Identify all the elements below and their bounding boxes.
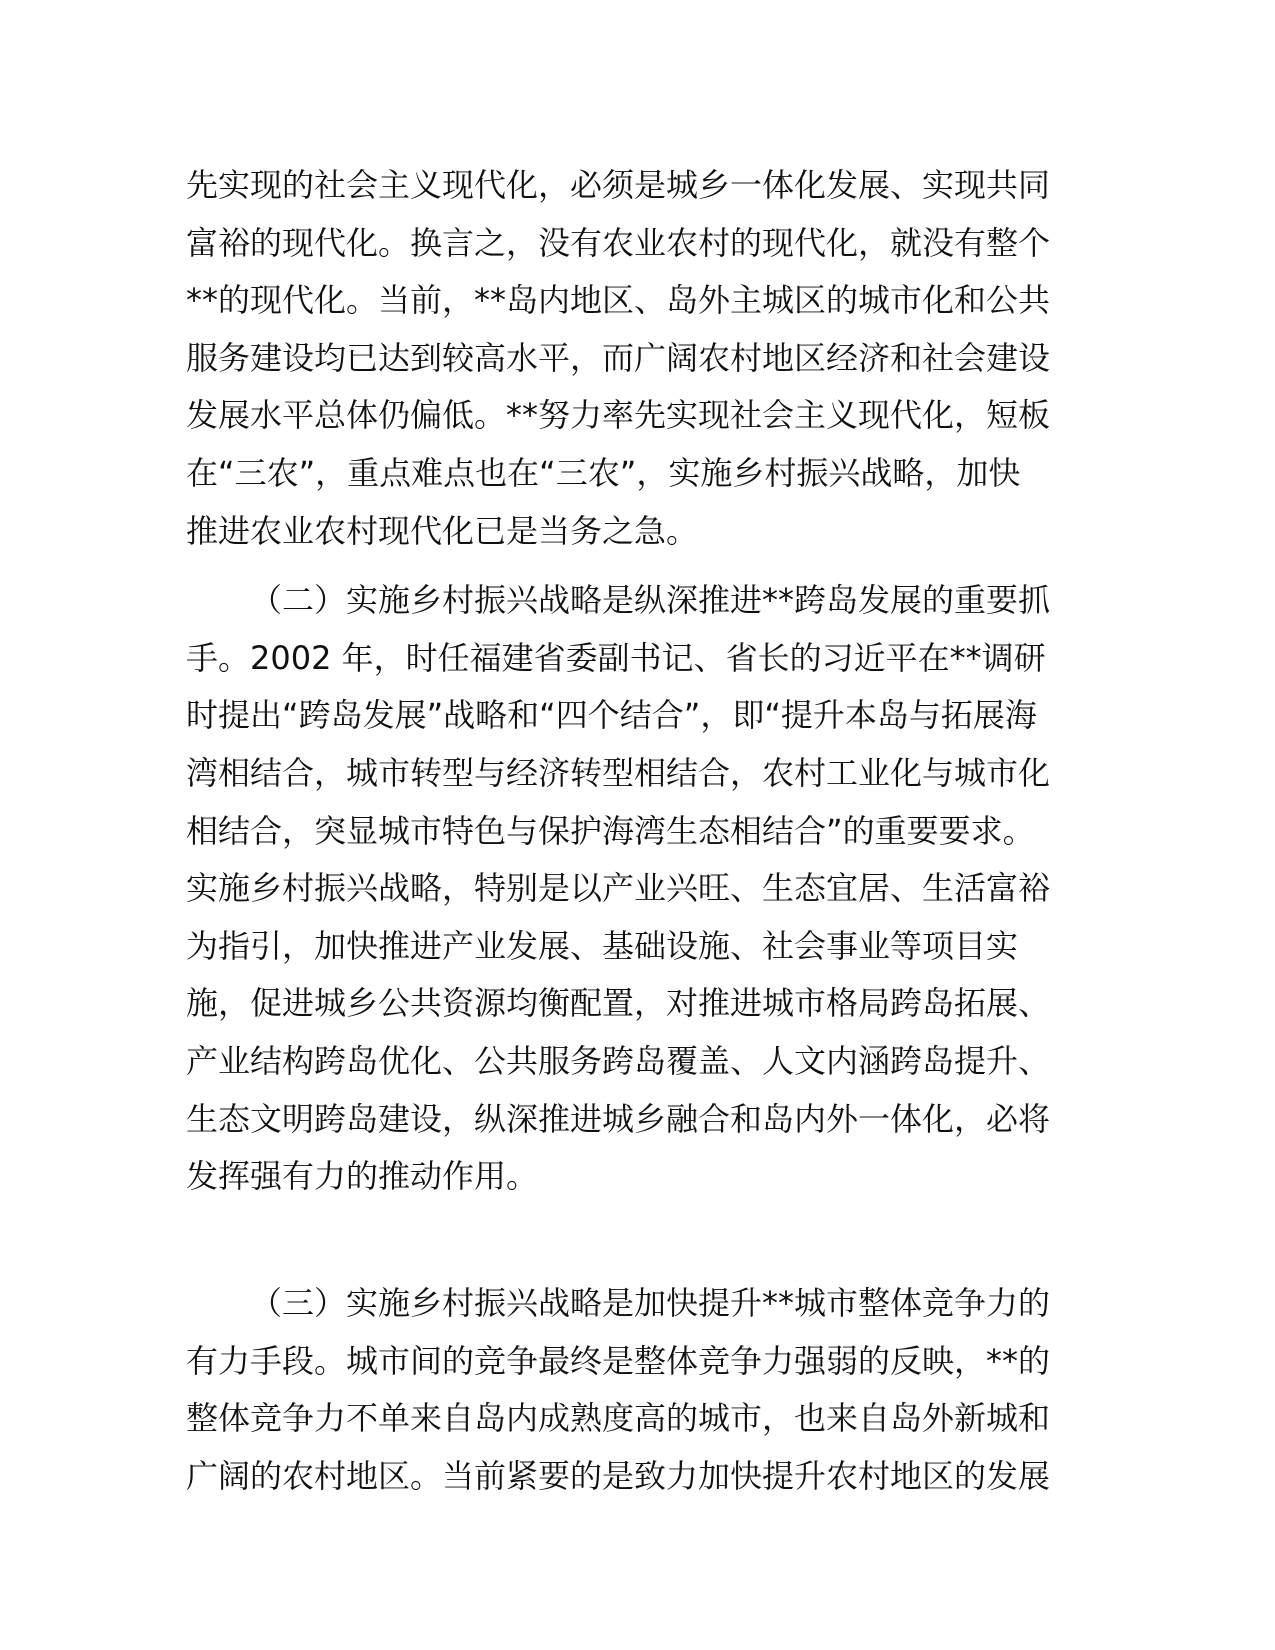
text-line: 实施乡村振兴战略，特别是以产业兴旺、生态宜居、生活富裕 <box>186 869 1051 908</box>
text-line: （三）实施乡村振兴战略是加快提升**城市整体竞争力的 <box>250 1284 1051 1323</box>
text-line: 有力手段。城市间的竞争最终是整体竞争力强弱的反映，**的 <box>186 1341 1051 1380</box>
text-line: 生态文明跨岛建设，纵深推进城乡融合和岛内外一体化，必将 <box>186 1099 1051 1138</box>
text-line: 广阔的农村地区。当前紧要的是致力加快提升农村地区的发展 <box>186 1457 1051 1496</box>
text-line: 富裕的现代化。换言之，没有农业农村的现代化，就没有整个 <box>186 223 1051 262</box>
text-line: 为指引，加快推进产业发展、基础设施、社会事业等项目实 <box>186 926 1019 965</box>
text-line: 湾相结合，城市转型与经济转型相结合，农村工业化与城市化 <box>186 753 1051 792</box>
text-line <box>186 1206 1091 1264</box>
text-line: 时提出“跨岛发展”战略和“四个结合”，即“提升本岛与拓展海 <box>186 696 1037 735</box>
text-line: 产业结构跨岛优化、公共服务跨岛覆盖、人文内涵跨岛提升、 <box>186 1041 1051 1080</box>
paragraph-1 <box>186 157 1091 560</box>
text-line: 服务建设均已达到较高水平，而广阔农村地区经济和社会建设 <box>186 338 1051 377</box>
text-line: 整体竞争力不单来自岛内成熟度高的城市，也来自岛外新城和 <box>186 1399 1051 1438</box>
text-line: 在“三农”，重点难点也在“三农”，实施乡村振兴战略，加快 <box>186 453 1021 492</box>
text-line: 推进农业农村现代化已是当务之急。 <box>186 511 699 550</box>
paragraph-3 <box>186 1275 1091 1505</box>
text-line: 先实现的社会主义现代化，必须是城乡一体化发展、实现共同 <box>186 166 1051 204</box>
text-line: 施，促进城乡公共资源均衡配置，对推进城市格局跨岛拓展、 <box>186 984 1051 1023</box>
text-line: **的现代化。当前，**岛内地区、岛外主城区的城市化和公共 <box>186 281 1051 320</box>
document-body <box>186 157 1091 1506</box>
paragraph-2 <box>186 572 1091 1263</box>
text-line: （二）实施乡村振兴战略是纵深推进**跨岛发展的重要抓 <box>250 581 1051 620</box>
text-line: 发展水平总体仍偏低。**努力率先实现社会主义现代化，短板 <box>186 396 1051 435</box>
text-line: 手。2002 年，时任福建省委副书记、省长的习近平在**调研 <box>186 638 1046 677</box>
text-line: 发挥强有力的推动作用。 <box>186 1157 539 1196</box>
text-line: 相结合，突显城市特色与保护海湾生态相结合”的重要要求。 <box>186 811 1035 850</box>
